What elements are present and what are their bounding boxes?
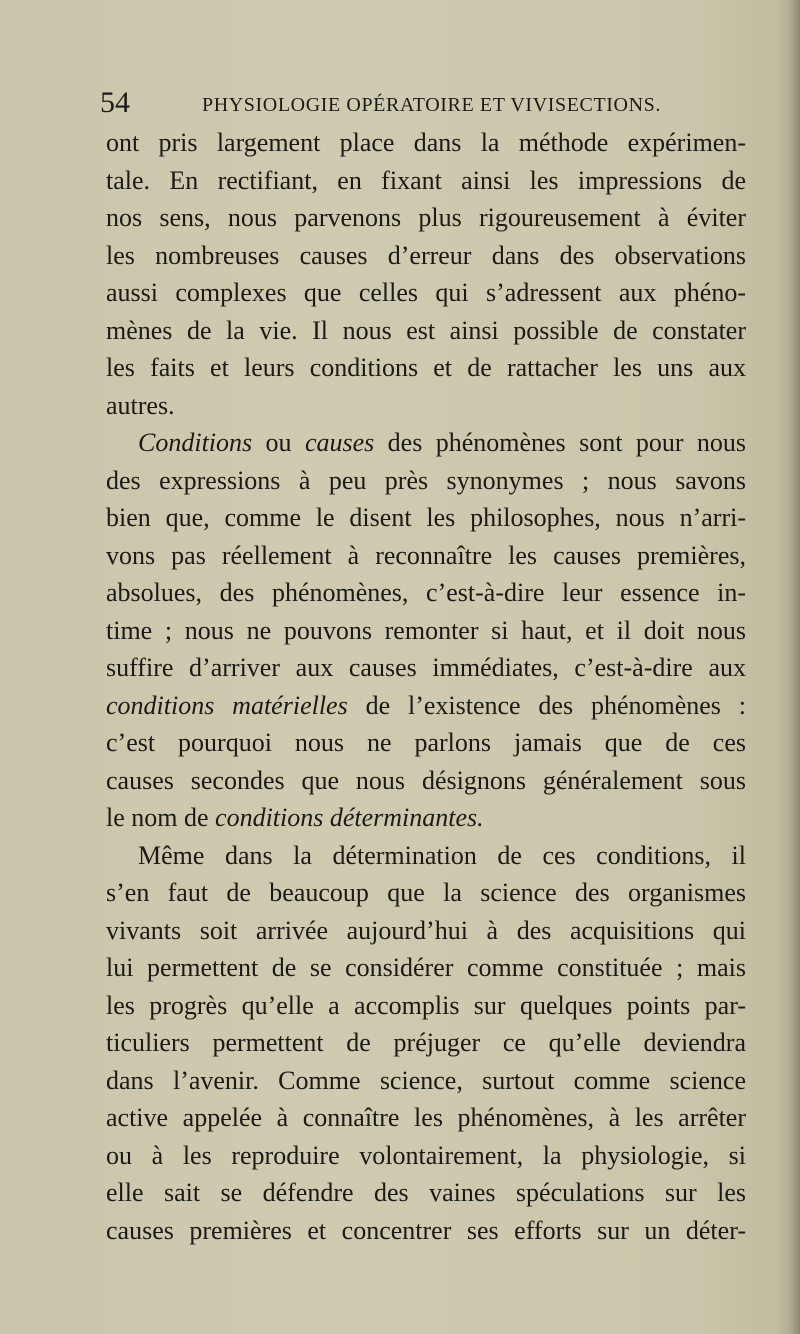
text-line: active appelée à connaître les phénomènes, à les arrêter — [106, 1103, 746, 1132]
text-line: time ; nous ne pouvons remonter si haut, et il doit nous — [106, 615, 746, 645]
text-line — [106, 799, 746, 837]
italic-term: causes — [304, 428, 375, 457]
text-line: nos sens, nous parvenons plus rigoureusement à éviter — [106, 203, 746, 232]
text-line: les progrès qu’elle a accomplis sur quelques points par- — [106, 990, 746, 1020]
text-line: s’en faut de beaucoup que la science des organismes — [106, 878, 746, 907]
text-fragment: le nom de — [106, 803, 216, 832]
text-line: autres. — [106, 390, 175, 420]
text-line — [106, 687, 746, 725]
italic-term: Conditions — [138, 428, 253, 457]
text-fragment: des phénomènes sont pour nous — [374, 428, 746, 457]
text-fragment: ou — [252, 428, 305, 457]
text-line: causes premières et concentrer ses efforts sur un déter- — [106, 1215, 746, 1245]
text-line: dans l’avenir. Comme science, surtout comme science — [106, 1065, 746, 1095]
running-head — [100, 86, 680, 120]
page-number: 54 — [100, 86, 130, 119]
text-line: absolues, des phénomènes, c’est-à-dire leur essence in- — [106, 578, 746, 607]
text-line: causes secondes que nous désignons généralement sous — [106, 765, 746, 795]
text-line: les nombreuses causes d’erreur dans des observations — [106, 240, 746, 270]
text-line: aussi complexes que celles qui s’adressent aux phéno- — [106, 278, 746, 307]
text-line: mènes de la vie. Il nous est ainsi possible de constater — [106, 315, 746, 345]
text-line: tale. En rectifiant, en fixant ainsi les impressions de — [106, 165, 746, 195]
paragraph-start-line: Même dans la détermination de ces conditions, il — [138, 840, 746, 870]
running-title: PHYSIOLOGIE OPÉRATOIRE ET VIVISECTIONS. — [202, 94, 661, 116]
text-line: vons pas réellement à reconnaître les causes premières, — [106, 540, 746, 570]
text-line: suffire d’arriver aux causes immédiates, c’est-à-dire aux — [106, 653, 746, 682]
text-line: vivants soit arrivée aujourd’hui à des acquisitions qui — [106, 915, 746, 945]
text-line: ou à les reproduire volontairement, la physiologie, si — [106, 1140, 746, 1170]
page-edge-shadow — [790, 0, 800, 1334]
text-fragment: de l’existence des phénomènes : — [347, 690, 746, 720]
paragraph-start-line — [106, 424, 746, 462]
body-text — [106, 124, 746, 1249]
italic-term: conditions déterminantes. — [215, 803, 484, 832]
text-line: bien que, comme le disent les philosophes, nous n’arri- — [106, 503, 746, 532]
italic-term: conditions matérielles — [106, 690, 348, 720]
text-line: elle sait se défendre des vaines spéculations sur les — [106, 1178, 746, 1207]
text-line: des expressions à peu près synonymes ; nous savons — [106, 465, 746, 495]
text-line: ont pris largement place dans la méthode expérimen- — [106, 128, 746, 157]
text-line: c’est pourquoi nous ne parlons jamais que de ces — [106, 728, 746, 757]
text-line: les faits et leurs conditions et de rattacher les uns aux — [106, 353, 746, 382]
text-line: ticuliers permettent de préjuger ce qu’elle deviendra — [106, 1028, 746, 1057]
text-line: lui permettent de se considérer comme constituée ; mais — [106, 953, 746, 982]
